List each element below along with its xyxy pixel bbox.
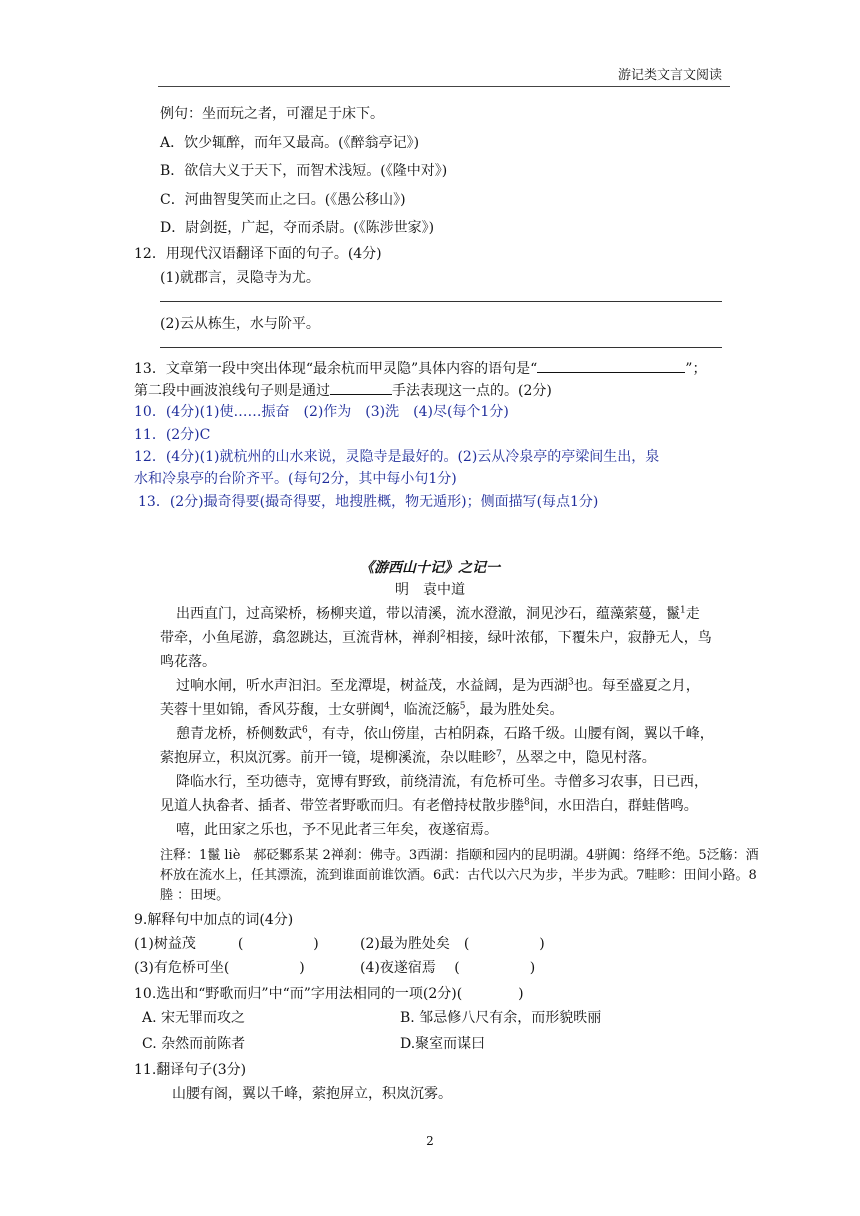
question-10: 10.选出和“野歌而归”中“而”字用法相同的一项(2分)( ) [134,986,524,1002]
question-10-option-a: A. 宋无罪而攻之 [142,1010,246,1026]
question-9-1: (1)树益茂 ( ) [134,936,319,952]
question-13-line1 [134,358,706,379]
answer-line [160,347,722,348]
footnotes-line: 杯放在流水上，任其漂流，流到谁面前谁饮酒。6武：古代以六尺为步，半步为武。7畦畛：田间小路。8 [160,868,757,883]
answer-11: 11．(2分)C [134,427,211,443]
passage-line: 萦抱屏立，积岚沉雾。前开一镜，堤柳溪流，杂以畦畛$^7$，丛翠之中，隐见村落。 [160,749,656,766]
question-9: 9.解释句中加点的词(4分) [134,912,294,928]
footnotes-line: 注释：1鬣 liè 郝砭鄹系某 2禅刹：佛寺。3西湖：指颐和园内的昆明湖。4骈阗：络绎不绝。5泛觞：酒 [160,848,759,863]
passage-author: 明 袁中道 [395,582,465,598]
option-a: A．饮少辄醉，而年又最高。(《醉翁亭记》) [160,135,420,151]
question-13-text-a: 13．文章第一段中突出体现“最余杭而甲灵隐”具体内容的语句是“ [134,361,538,377]
question-12-1: (1)就郡言，灵隐寺为尤。 [160,270,320,286]
answer-12-line2: 水和冷泉亭的台阶齐平。(每句2分，其中每小句1分) [134,471,457,487]
answer-line [160,301,722,302]
passage-title: 《游西山十记》之记一 [360,560,500,576]
question-10-option-d: D.聚室而谋曰 [400,1036,486,1052]
page-number: 2 [426,1134,434,1148]
question-12-2: (2)云从栋生，水与阶平。 [160,316,320,332]
question-10-option-b: B. 邹忌修八尺有余，而形貌昳丽 [400,1010,602,1026]
option-c: C．河曲智叟笑而止之曰。(《愚公移山》) [160,192,406,208]
question-9-2: (2)最为胜处矣 ( ) [360,936,545,952]
answer-10: 10．(4分)(1)使……振奋 (2)作为 (3)洗 (4)尽(每个1分) [134,404,509,420]
question-9-4: (4)夜遂宿焉 ( ) [360,960,536,976]
question-13-line2 [134,380,552,401]
answer-blank [537,358,685,373]
header-rule [158,86,730,87]
question-11: 11.翻译句子(3分) [134,1062,247,1078]
passage-line: 芙蓉十里如锦，香风芬馥，士女骈阗$^4$，临流泛觞$^5$，最为胜处矣。 [160,701,564,718]
passage-line: 出西直门，过高梁桥，杨柳夹道，带以清溪，流水澄澈，洞见沙石，蕴藻萦蔓，鬣$^1$走 [176,605,700,622]
passage-line: 鸣花落。 [160,654,216,670]
question-12: 12．用现代汉语翻译下面的句子。(4分) [134,246,382,262]
passage-line: 嘻，此田家之乐也，予不见此者三年矣，夜遂宿焉。 [176,822,498,838]
passage-line: 带牵，小鱼尾游，翕忽跳达，亘流背林，禅刹$^2$相接，绿叶浓郁，下覆朱户，寂静无人，鸟 [160,629,712,646]
passage-line: 过响水闸，听水声汩汩。至龙潭堤，树益茂，水益阔，是为西湖$^3$也。每至盛夏之月， [176,677,700,694]
passage-line: 见道人执畚者、插者、带笠者野歌而归。有老僧持杖散步塍$^8$间，水田浩白，群蛙偕鸣。 [160,797,698,814]
question-13-text-c: 第二段中画波浪线句子则是通过 [134,383,330,399]
option-d: D．尉剑挺，广起，夺而杀尉。(《陈涉世家》) [160,220,435,236]
answer-13: 13．(2分)撮奇得要(撮奇得要，地搜胜概，物无遁形)；侧面描写(每点1分) [138,494,599,510]
question-9-3: (3)有危桥可坐( ) [134,960,305,976]
answer-12-line1: 12．(4分)(1)就杭州的山水来说，灵隐寺是最好的。(2)云从冷泉亭的亭梁间生出，泉 [134,449,660,465]
question-13-text-d: 手法表现这一点的。(2分) [392,383,552,399]
question-13-text-b: ”； [685,361,707,377]
running-header: 游记类文言文阅读 [617,68,722,83]
passage-line: 降临水行，至功德寺，宽博有野致，前绕清流，有危桥可坐。寺僧多习农事，日已西， [176,774,708,790]
question-11-sentence: 山腰有阁，翼以千峰，萦抱屏立，积岚沉雾。 [172,1086,452,1102]
question-10-option-c: C. 杂然而前陈者 [142,1036,246,1052]
passage-line: 憩青龙桥，桥侧数武$^6$，有寺，依山傍崖，古柏阴森，石路千级。山腰有阁，翼以千峰， [176,725,714,742]
option-b: B．欲信大义于天下，而智术浅短。(《隆中对》) [160,163,448,179]
footnotes-line: 塍 ：田埂。 [160,888,230,903]
example-sentence: 例句：坐而玩之者，可濯足于床下。 [160,106,384,122]
answer-blank [330,380,392,395]
